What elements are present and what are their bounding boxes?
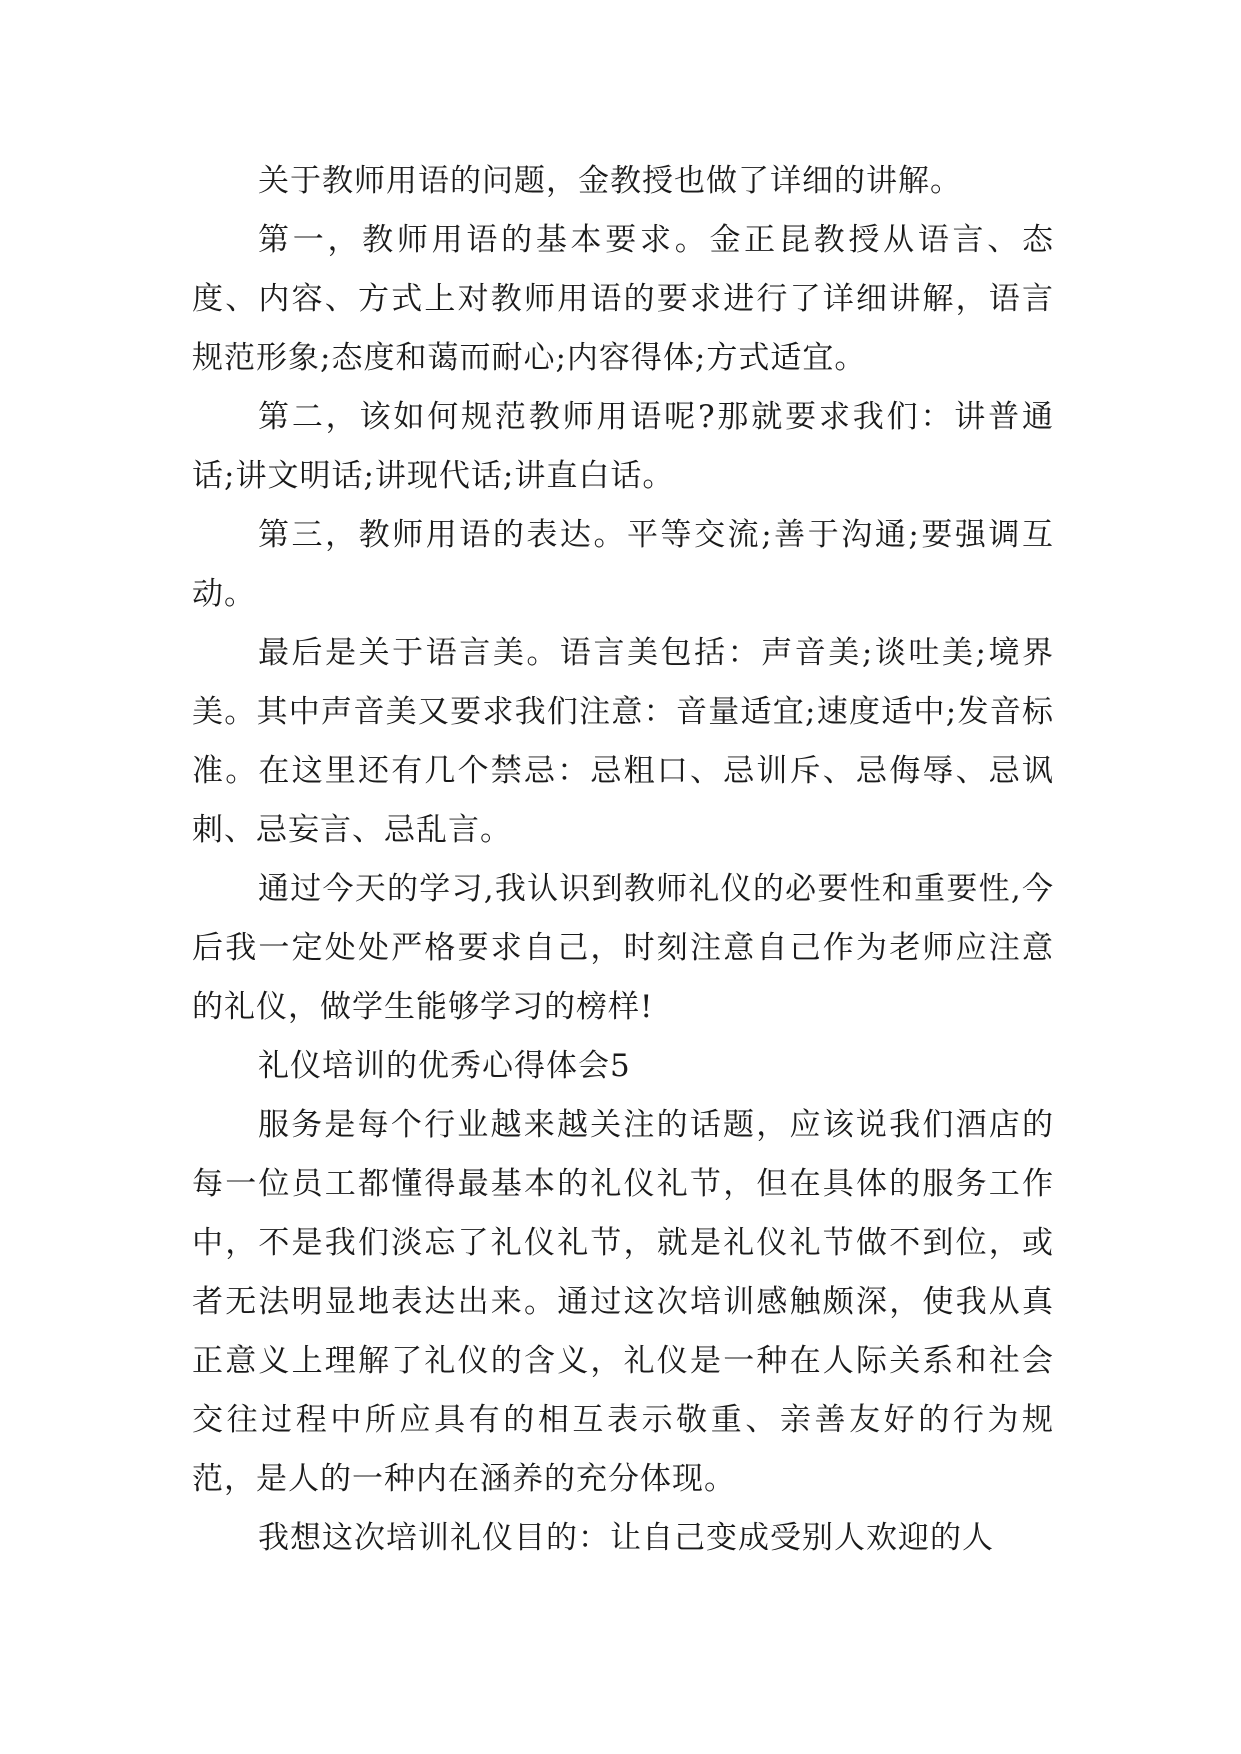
paragraph-standardize-language: 第二，该如何规范教师用语呢?那就要求我们：讲普通话;讲文明话;讲现代话;讲直白话。 [192,399,1054,494]
paragraph-service-etiquette: 服务是每个行业越来越关注的话题，应该说我们酒店的每一位员工都懂得最基本的礼仪礼节，但在具体的服务工作中，不是我们淡忘了礼仪礼节，就是礼仪礼节做不到位，或者无法明显地表达出来。通过这次培训感触颇深，使我从真正意义上理解了礼仪的含义，礼仪是一种在人际关系和社会交往过程中所应具有的相互表示敬重、亲善友好的行为规范，是人的一种内在涵养的充分体现。 [192,1107,1054,1497]
paragraph-language-beauty: 最后是关于语言美。语言美包括：声音美;谈吐美;境界美。其中声音美又要求我们注意：音量适宜;速度适中;发音标准。在这里还有几个禁忌：忌粗口、忌训斥、忌侮辱、忌讽刺、忌妄言、忌乱言。 [192,635,1054,848]
paragraph-teacher-language-intro: 关于教师用语的问题，金教授也做了详细的讲解。 [258,163,962,199]
paragraph-conclusion: 通过今天的学习,我认识到教师礼仪的必要性和重要性,今后我一定处处严格要求自己，时刻注意自己作为老师应注意的礼仪，做学生能够学习的榜样! [192,871,1054,1025]
paragraph-expression: 第三，教师用语的表达。平等交流;善于沟通;要强调互动。 [192,517,1054,612]
section-heading: 礼仪培训的优秀心得体会5 [258,1048,631,1084]
paragraph-training-purpose: 我想这次培训礼仪目的：让自己变成受别人欢迎的人 [258,1520,994,1556]
paragraph-basic-requirements: 第一，教师用语的基本要求。金正昆教授从语言、态度、内容、方式上对教师用语的要求进行了详细讲解，语言规范形象;态度和蔼而耐心;内容得体;方式适宜。 [192,222,1054,376]
document-body [192,152,1054,1568]
